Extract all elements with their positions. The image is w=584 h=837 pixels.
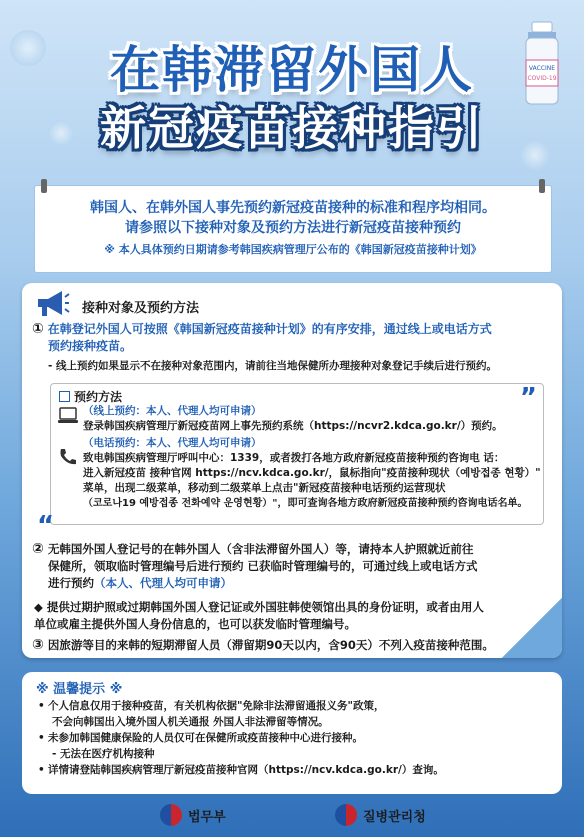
main-panel	[22, 283, 562, 658]
item3	[32, 637, 552, 654]
item2-text-c: 进行预约	[48, 576, 94, 590]
online-row	[83, 404, 541, 434]
item2	[32, 541, 552, 592]
notice-title: ※ 温馨提示 ※	[36, 682, 123, 697]
phone-text-1: 致电韩国疾病管理厅呼叫中心：1339，或者拨打各地方政府新冠疫苗接种预约咨询电 话：	[83, 452, 505, 464]
logo-ministry-of-justice	[160, 802, 226, 828]
item3-text: 因旅游等目的来韩的短期滞留人员（滞留期90天以内，含90天）不列入疫苗接种范围。	[47, 638, 494, 652]
page-title-line2: 新冠疫苗接种指引	[100, 101, 484, 155]
laptop-icon	[57, 406, 79, 426]
vial-label-vaccine: VACCINE	[528, 65, 556, 72]
list-item: • 详情请登陆韩国疾病管理厅新冠疫苗接种官网（https://ncv.kdca.go.kr/）查询。	[38, 764, 444, 776]
intro-line2: 请参照以下接种对象及预约方法进行新冠疫苗接种预约	[125, 220, 461, 236]
online-text: 登录韩国疾病管理厅新冠疫苗网上事先预约系统（https://ncvr2.kdca.go.kr/）预约。	[83, 420, 503, 432]
korea-emblem-icon	[335, 804, 357, 826]
intro-box	[34, 185, 552, 273]
megaphone-icon	[34, 289, 70, 319]
pin-icon	[41, 179, 47, 193]
list-item: - 无法在医疗机构接种	[52, 748, 155, 760]
item1	[32, 321, 552, 355]
intro-line3: ※ 本人具体预约日期请参考韩国疾病管理厅公布的《韩国新冠疫苗接种计划》	[104, 243, 482, 256]
phone-icon	[57, 446, 79, 466]
page-title-line1: 在韩滞留外国人	[110, 41, 474, 99]
logo-kdca	[335, 802, 426, 828]
notice-box	[22, 672, 562, 794]
korea-emblem-icon	[160, 804, 182, 826]
online-label: （线上预约：本人、代理人均可申请）	[83, 405, 262, 417]
quote-open-icon: “	[37, 511, 55, 541]
vial-label-covid: COVID-19	[527, 75, 557, 82]
pin-icon	[539, 179, 545, 193]
item2-text-c-blue: （本人、代理人均可申请）	[94, 576, 232, 590]
quote-close-icon: ”	[519, 383, 537, 413]
item2-sub	[34, 599, 554, 633]
item2-text-b: 保健所，领取临时管理编号后进行预约 已获临时管理编号的，可通过线上或电话方式	[48, 559, 478, 573]
method-box	[37, 383, 544, 541]
phone-text-2: 进入新冠疫苗 接种官网 https://ncv.kdca.go.kr/，鼠标指向"疫苗接种现状（예방접종 현황）"	[83, 467, 541, 479]
phone-label: （电话预约：本人、代理人均可申请）	[83, 437, 262, 449]
item1-note: - 线上预约如果显示不在接种对象范围内，请前往当地保健所办理接种对象登记手续后进行预约。	[48, 360, 498, 372]
item2-sub-a: ◆ 提供过期护照或过期韩国外国人登记证或外国驻韩使领馆出具的身份证明，或者由用人	[34, 600, 484, 614]
checkbox-icon	[59, 391, 70, 402]
method-title: 预约方法	[59, 388, 122, 405]
item2-sub-b: 单位或雇主提供外国人身份信息的，也可以获发临时管理编号。	[34, 617, 356, 631]
phone-text-3: 菜单，出现二级菜单，移动到二级菜单上点击"新冠疫苗接种电话预约运营现状	[83, 482, 446, 494]
item1-text-b: 预约接种疫苗。	[48, 339, 133, 353]
list-item: • 未参加韩国健康保险的人员仅可在保健所或疫苗接种中心进行接种。	[38, 732, 363, 744]
item3-number: ③	[32, 637, 44, 653]
logo1-text: 법무부	[188, 809, 226, 825]
phone-text-4: （코로나19 예방접종 전화예약 운영현황）"，即可查询各地方政府新冠疫苗接种预约咨询电话名单。	[83, 498, 528, 509]
item1-number: ①	[32, 321, 44, 337]
list-item: • 个人信息仅用于接种疫苗，有关机构依据"免除非法滞留通报义务"政策，	[38, 700, 385, 712]
logo2-text: 질병관리청	[363, 809, 426, 825]
list-item: 不会向韩国出入境外国人机关通报 外国人非法滞留等情况。	[52, 716, 329, 728]
intro-line1: 韩国人、在韩外国人事先预约新冠疫苗接种的标准和程序均相同。	[90, 200, 496, 216]
item2-text-a: 无韩国外国人登记号的在韩外国人（含非法滞留外国人）等，请持本人护照就近前往	[47, 542, 474, 556]
section-title: 接种对象及预约方法	[82, 301, 200, 316]
item2-number: ②	[32, 541, 44, 557]
phone-row	[83, 436, 541, 511]
notice-list	[38, 698, 553, 778]
item1-text-a: 在韩登记外国人可按照《韩国新冠疫苗接种计划》的有序安排，通过线上或电话方式	[47, 322, 492, 336]
